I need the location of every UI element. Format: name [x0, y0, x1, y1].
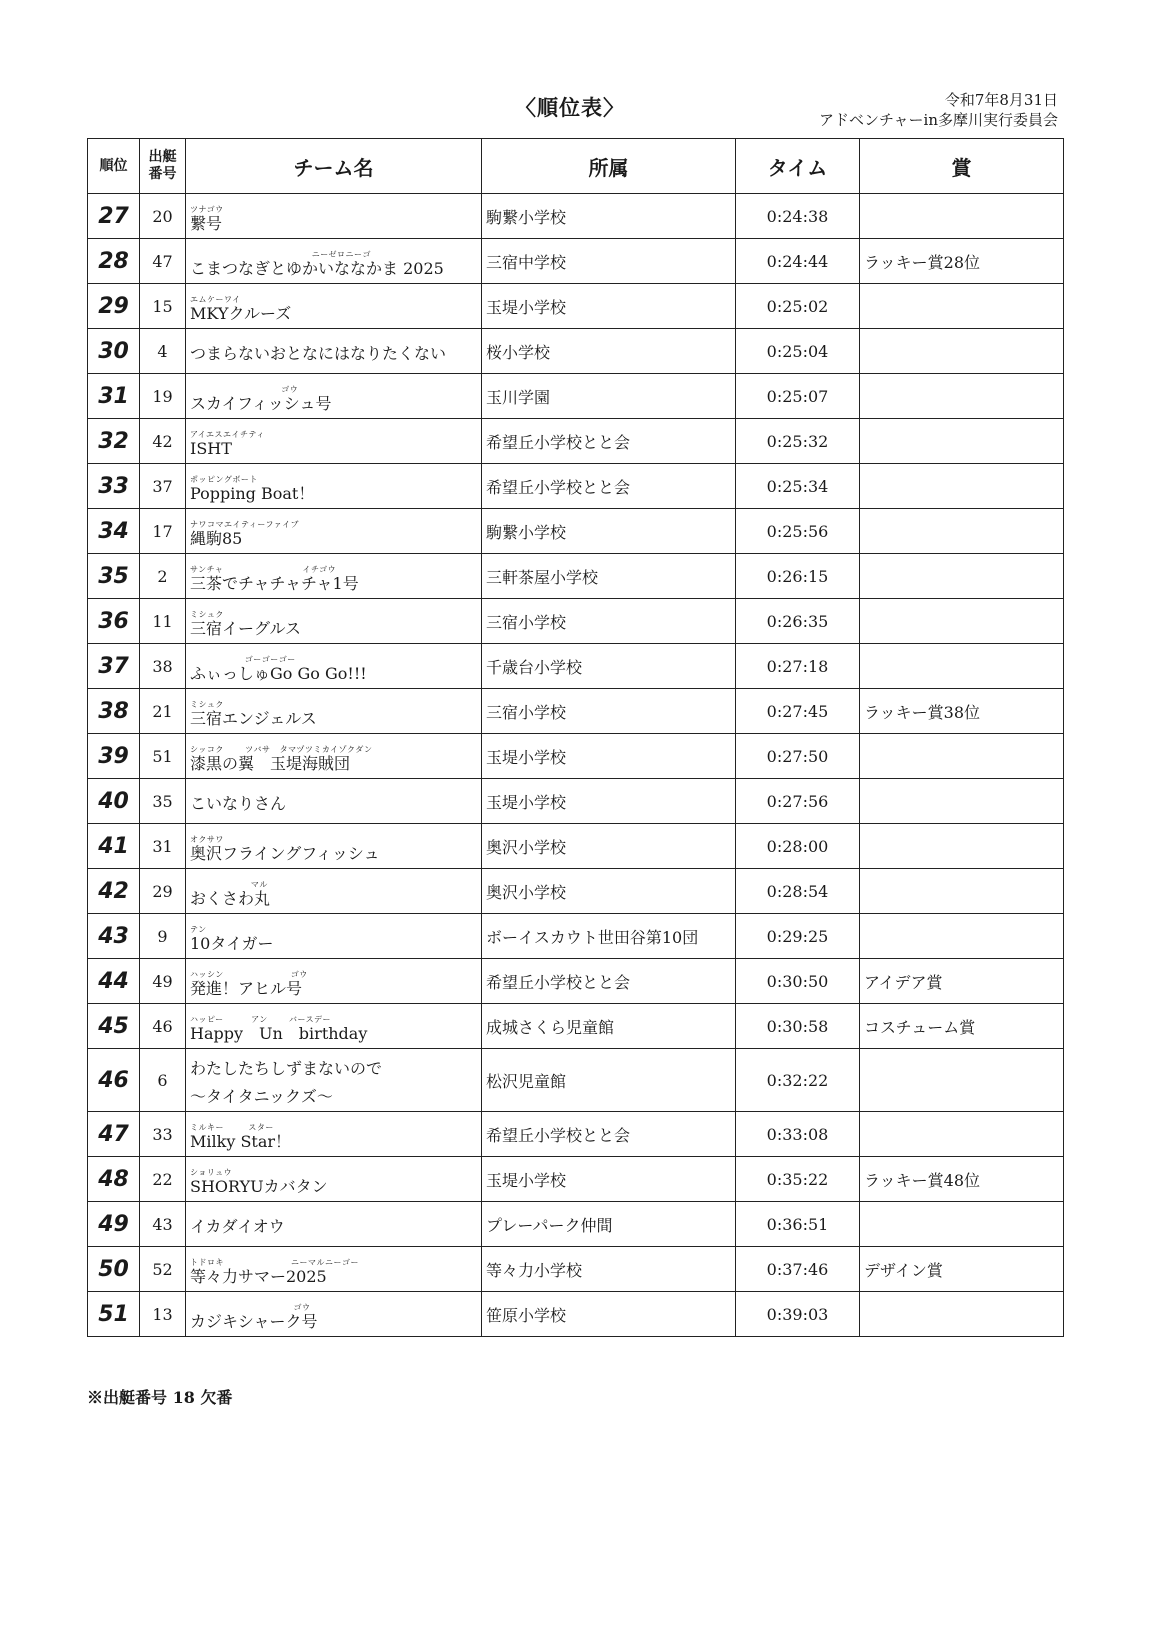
team-name: Milky Star！ [190, 1131, 292, 1151]
rank-cell: 48 [88, 1157, 140, 1202]
rank-cell: 28 [88, 239, 140, 284]
team-cell [186, 1292, 482, 1337]
team-cell [186, 1049, 482, 1112]
award-cell [860, 824, 1064, 869]
team-name-block [190, 1049, 477, 1111]
entry-number-cell: 9 [140, 914, 186, 959]
team-furigana: ハッシン ゴウ [190, 969, 308, 979]
entry-number-cell: 2 [140, 554, 186, 599]
team-name: こまつなぎとゆかいななかま 2025 [190, 258, 444, 278]
ranking-table [87, 138, 1064, 1337]
header-entry-number [140, 139, 186, 194]
time-cell: 0:25:32 [736, 419, 860, 464]
team-cell [186, 1004, 482, 1049]
team-furigana: エムケーワイ [190, 294, 241, 304]
award-cell: ラッキー賞38位 [860, 689, 1064, 734]
team-name-block [190, 469, 477, 504]
affiliation-cell: 希望丘小学校とと会 [482, 1112, 736, 1157]
entry-number-cell: 15 [140, 284, 186, 329]
entry-number-cell: 22 [140, 1157, 186, 1202]
team-name-block [190, 199, 477, 234]
team-furigana: サンチャ イチゴウ [190, 564, 337, 574]
affiliation-cell: 成城さくら児童館 [482, 1004, 736, 1049]
team-name: 縄駒85 [190, 528, 243, 548]
rank-cell: 39 [88, 734, 140, 779]
rank-cell: 51 [88, 1292, 140, 1337]
header-row [88, 139, 1064, 194]
team-furigana: ゴーゴーゴー [190, 654, 296, 664]
table-row [88, 689, 1064, 734]
time-cell: 0:35:22 [736, 1157, 860, 1202]
header-rank: 順位 [88, 139, 140, 194]
table-row [88, 284, 1064, 329]
award-cell [860, 779, 1064, 824]
affiliation-cell: 玉堤小学校 [482, 284, 736, 329]
table-row [88, 734, 1064, 779]
team-name: SHORYUカバタン [190, 1176, 328, 1196]
entry-number-cell: 51 [140, 734, 186, 779]
time-cell: 0:25:56 [736, 509, 860, 554]
team-cell [186, 239, 482, 284]
entry-number-cell: 38 [140, 644, 186, 689]
team-name-block [190, 788, 477, 814]
rank-cell: 46 [88, 1049, 140, 1112]
affiliation-cell: 奥沢小学校 [482, 869, 736, 914]
table-row [88, 194, 1064, 239]
table-row [88, 419, 1064, 464]
table-row [88, 644, 1064, 689]
team-cell [186, 959, 482, 1004]
team-name: 奥沢フライングフィッシュ [190, 843, 380, 863]
entry-number-cell: 6 [140, 1049, 186, 1112]
team-name-block [190, 338, 477, 364]
award-cell [860, 1112, 1064, 1157]
award-cell [860, 734, 1064, 779]
team-furigana: ゴウ [190, 1302, 311, 1312]
table-row [88, 1292, 1064, 1337]
header-meta [819, 90, 1058, 130]
table-row [88, 1112, 1064, 1157]
team-name: 繋号 [190, 213, 223, 233]
team-name: Popping Boat！ [190, 483, 315, 503]
time-cell: 0:25:07 [736, 374, 860, 419]
time-cell: 0:27:56 [736, 779, 860, 824]
award-cell [860, 1049, 1064, 1112]
table-row [88, 509, 1064, 554]
affiliation-cell: 希望丘小学校とと会 [482, 419, 736, 464]
rank-cell: 27 [88, 194, 140, 239]
footnote: ※出艇番号 18 欠番 [87, 1388, 233, 1407]
team-furigana: ショリュウ [190, 1167, 233, 1177]
rank-cell: 32 [88, 419, 140, 464]
time-cell: 0:28:54 [736, 869, 860, 914]
time-cell: 0:26:15 [736, 554, 860, 599]
table-row [88, 1202, 1064, 1247]
entry-number-cell: 13 [140, 1292, 186, 1337]
team-name-block [190, 874, 477, 909]
team-cell [186, 419, 482, 464]
award-cell [860, 509, 1064, 554]
award-cell: ラッキー賞48位 [860, 1157, 1064, 1202]
rank-cell: 34 [88, 509, 140, 554]
affiliation-cell: 三宿小学校 [482, 689, 736, 734]
team-cell [186, 1202, 482, 1247]
team-name-block [190, 424, 477, 459]
affiliation-cell: 希望丘小学校とと会 [482, 464, 736, 509]
team-name: Happy Un birthday [190, 1023, 368, 1043]
team-cell [186, 869, 482, 914]
team-name-block [190, 649, 477, 684]
team-cell [186, 509, 482, 554]
team-name: ISHT [190, 438, 232, 458]
team-furigana: ミシュク [190, 699, 224, 709]
team-cell [186, 284, 482, 329]
affiliation-cell: 三宿中学校 [482, 239, 736, 284]
team-cell [186, 779, 482, 824]
entry-number-cell: 42 [140, 419, 186, 464]
team-furigana: ポッピングボート [190, 474, 258, 484]
table-row [88, 1247, 1064, 1292]
rank-cell: 44 [88, 959, 140, 1004]
entry-number-cell: 35 [140, 779, 186, 824]
award-cell: コスチューム賞 [860, 1004, 1064, 1049]
rank-cell: 49 [88, 1202, 140, 1247]
team-furigana: トドロキ ニーマルニーゴー [190, 1257, 359, 1267]
team-name-block [190, 514, 477, 549]
affiliation-cell: 千歳台小学校 [482, 644, 736, 689]
rank-cell: 50 [88, 1247, 140, 1292]
team-name-block [190, 739, 477, 774]
entry-number-cell: 37 [140, 464, 186, 509]
time-cell: 0:32:22 [736, 1049, 860, 1112]
team-name: わたしたちしずまないので [190, 1059, 383, 1078]
team-name: ふぃっしゅGo Go Go!!! [190, 663, 367, 683]
header-time: タイム [736, 139, 860, 194]
time-cell: 0:26:35 [736, 599, 860, 644]
time-cell: 0:28:00 [736, 824, 860, 869]
team-cell [186, 1157, 482, 1202]
affiliation-cell: 松沢児童館 [482, 1049, 736, 1112]
team-name: 三宿エンジェルス [190, 708, 317, 728]
entry-number-cell: 31 [140, 824, 186, 869]
entry-number-cell: 29 [140, 869, 186, 914]
rank-cell: 43 [88, 914, 140, 959]
time-cell: 0:27:45 [736, 689, 860, 734]
table-row [88, 329, 1064, 374]
team-name-block [190, 1211, 477, 1237]
rank-cell: 41 [88, 824, 140, 869]
team-name-block [190, 289, 477, 324]
affiliation-cell: 玉川学園 [482, 374, 736, 419]
entry-number-cell: 49 [140, 959, 186, 1004]
team-name: カジキシャーク号 [190, 1311, 318, 1331]
award-cell [860, 419, 1064, 464]
team-name: MKYクルーズ [190, 303, 292, 323]
award-cell: デザイン賞 [860, 1247, 1064, 1292]
team-furigana: ハッピー アン バースデー [190, 1014, 331, 1024]
header-entry-top: 出艇 [148, 149, 177, 165]
time-cell: 0:25:34 [736, 464, 860, 509]
team-name: 等々力サマー2025 [190, 1266, 327, 1286]
affiliation-cell: 笹原小学校 [482, 1292, 736, 1337]
team-cell [186, 689, 482, 734]
team-furigana: アイエスエイチティ [190, 429, 265, 439]
award-cell [860, 329, 1064, 374]
team-cell [186, 329, 482, 374]
team-name: スカイフィッシュ号 [190, 393, 332, 413]
team-furigana: マル [190, 879, 268, 889]
rank-cell: 31 [88, 374, 140, 419]
time-cell: 0:33:08 [736, 1112, 860, 1157]
affiliation-cell: 玉堤小学校 [482, 734, 736, 779]
team-name-block [190, 559, 477, 594]
time-cell: 0:36:51 [736, 1202, 860, 1247]
rank-cell: 35 [88, 554, 140, 599]
award-cell [860, 869, 1064, 914]
affiliation-cell: ボーイスカウト世田谷第10団 [482, 914, 736, 959]
team-cell [186, 554, 482, 599]
team-name: おくさわ丸 [190, 888, 271, 908]
team-furigana: ニーゼロニーゴ [190, 249, 372, 259]
rank-cell: 29 [88, 284, 140, 329]
rank-cell: 37 [88, 644, 140, 689]
team-name: イカダイオウ [190, 1217, 285, 1236]
rank-cell: 38 [88, 689, 140, 734]
team-furigana: ミルキー スター [190, 1122, 274, 1132]
team-name: こいなりさん [190, 794, 287, 813]
affiliation-cell: 希望丘小学校とと会 [482, 959, 736, 1004]
ranking-rows [88, 194, 1064, 1337]
team-name-block [190, 1297, 477, 1332]
entry-number-cell: 4 [140, 329, 186, 374]
time-cell: 0:24:44 [736, 239, 860, 284]
page-title: 〈順位表〉 [515, 95, 625, 120]
table-row [88, 554, 1064, 599]
team-name-block [190, 1162, 477, 1197]
award-cell [860, 1202, 1064, 1247]
team-cell [186, 824, 482, 869]
team-cell [186, 914, 482, 959]
rank-cell: 33 [88, 464, 140, 509]
team-furigana: ナワコマエイティーファイブ [190, 519, 300, 529]
team-name: 漆黒の翼 玉堤海賊団 [190, 753, 351, 773]
team-name-block [190, 1009, 477, 1044]
time-cell: 0:25:04 [736, 329, 860, 374]
entry-number-cell: 43 [140, 1202, 186, 1247]
affiliation-cell: 奥沢小学校 [482, 824, 736, 869]
award-cell [860, 1292, 1064, 1337]
affiliation-cell: 駒繋小学校 [482, 509, 736, 554]
team-cell [186, 194, 482, 239]
award-cell: アイデア賞 [860, 959, 1064, 1004]
entry-number-cell: 20 [140, 194, 186, 239]
time-cell: 0:37:46 [736, 1247, 860, 1292]
table-row [88, 779, 1064, 824]
time-cell: 0:30:58 [736, 1004, 860, 1049]
table-row [88, 374, 1064, 419]
team-furigana: テン [190, 924, 207, 934]
time-cell: 0:27:18 [736, 644, 860, 689]
time-cell: 0:30:50 [736, 959, 860, 1004]
time-cell: 0:25:02 [736, 284, 860, 329]
team-furigana: ツナゴウ [190, 204, 224, 214]
team-name-block [190, 829, 477, 864]
rank-cell: 30 [88, 329, 140, 374]
table-row [88, 959, 1064, 1004]
award-cell [860, 194, 1064, 239]
table-row [88, 464, 1064, 509]
award-cell [860, 599, 1064, 644]
affiliation-cell: 等々力小学校 [482, 1247, 736, 1292]
team-name-block [190, 1252, 477, 1287]
affiliation-cell: プレーパーク仲間 [482, 1202, 736, 1247]
award-cell [860, 554, 1064, 599]
table-row [88, 239, 1064, 284]
entry-number-cell: 11 [140, 599, 186, 644]
table-row [88, 1004, 1064, 1049]
team-cell [186, 734, 482, 779]
table-row [88, 599, 1064, 644]
organizer: アドベンチャーin多摩川実行委員会 [818, 111, 1058, 129]
team-furigana: シッコク ツバサ タマヅツミカイゾクダン [190, 744, 373, 754]
entry-number-cell: 33 [140, 1112, 186, 1157]
table-row [88, 869, 1064, 914]
team-name-line2: ～タイタニックズ～ [190, 1087, 333, 1106]
award-cell [860, 914, 1064, 959]
entry-number-cell: 47 [140, 239, 186, 284]
time-cell: 0:24:38 [736, 194, 860, 239]
table-row [88, 914, 1064, 959]
award-cell [860, 374, 1064, 419]
team-furigana: ゴウ [190, 384, 299, 394]
time-cell: 0:29:25 [736, 914, 860, 959]
time-cell: 0:39:03 [736, 1292, 860, 1337]
table-row [88, 1157, 1064, 1202]
rank-cell: 36 [88, 599, 140, 644]
affiliation-cell: 三宿小学校 [482, 599, 736, 644]
award-cell [860, 644, 1064, 689]
rank-cell: 45 [88, 1004, 140, 1049]
award-cell: ラッキー賞28位 [860, 239, 1064, 284]
award-cell [860, 464, 1064, 509]
team-name-block [190, 604, 477, 639]
team-name-block [190, 379, 477, 414]
team-furigana: ミシュク [190, 609, 224, 619]
team-name: 10タイガー [190, 933, 274, 953]
affiliation-cell: 玉堤小学校 [482, 779, 736, 824]
entry-number-cell: 17 [140, 509, 186, 554]
team-name: 三茶でチャチャチャ1号 [190, 573, 359, 593]
team-name-block [190, 694, 477, 729]
entry-number-cell: 52 [140, 1247, 186, 1292]
team-cell [186, 599, 482, 644]
date: 令和7年8月31日 [944, 91, 1058, 109]
affiliation-cell: 三軒茶屋小学校 [482, 554, 736, 599]
team-name-block [190, 1117, 477, 1152]
team-cell [186, 644, 482, 689]
team-name-block [190, 964, 477, 999]
table-row [88, 1049, 1064, 1112]
header-entry-bottom: 番号 [148, 166, 177, 182]
header-award: 賞 [860, 139, 1064, 194]
affiliation-cell: 駒繋小学校 [482, 194, 736, 239]
time-cell: 0:27:50 [736, 734, 860, 779]
team-cell [186, 1247, 482, 1292]
affiliation-cell: 桜小学校 [482, 329, 736, 374]
team-name: 発進！アヒル号 [190, 978, 303, 998]
rank-cell: 47 [88, 1112, 140, 1157]
team-cell [186, 1112, 482, 1157]
rank-cell: 40 [88, 779, 140, 824]
team-cell [186, 374, 482, 419]
entry-number-cell: 46 [140, 1004, 186, 1049]
team-cell [186, 464, 482, 509]
award-cell [860, 284, 1064, 329]
team-name: つまらないおとなにはなりたくない [190, 344, 447, 363]
header-team: チーム名 [186, 139, 482, 194]
rank-cell: 42 [88, 869, 140, 914]
table-row [88, 824, 1064, 869]
team-furigana: オクサワ [190, 834, 224, 844]
header-affiliation: 所属 [482, 139, 736, 194]
entry-number-cell: 21 [140, 689, 186, 734]
entry-number-cell: 19 [140, 374, 186, 419]
team-name-block [190, 244, 477, 279]
team-name-block [190, 919, 477, 954]
team-name: 三宿イーグルス [190, 618, 302, 638]
affiliation-cell: 玉堤小学校 [482, 1157, 736, 1202]
